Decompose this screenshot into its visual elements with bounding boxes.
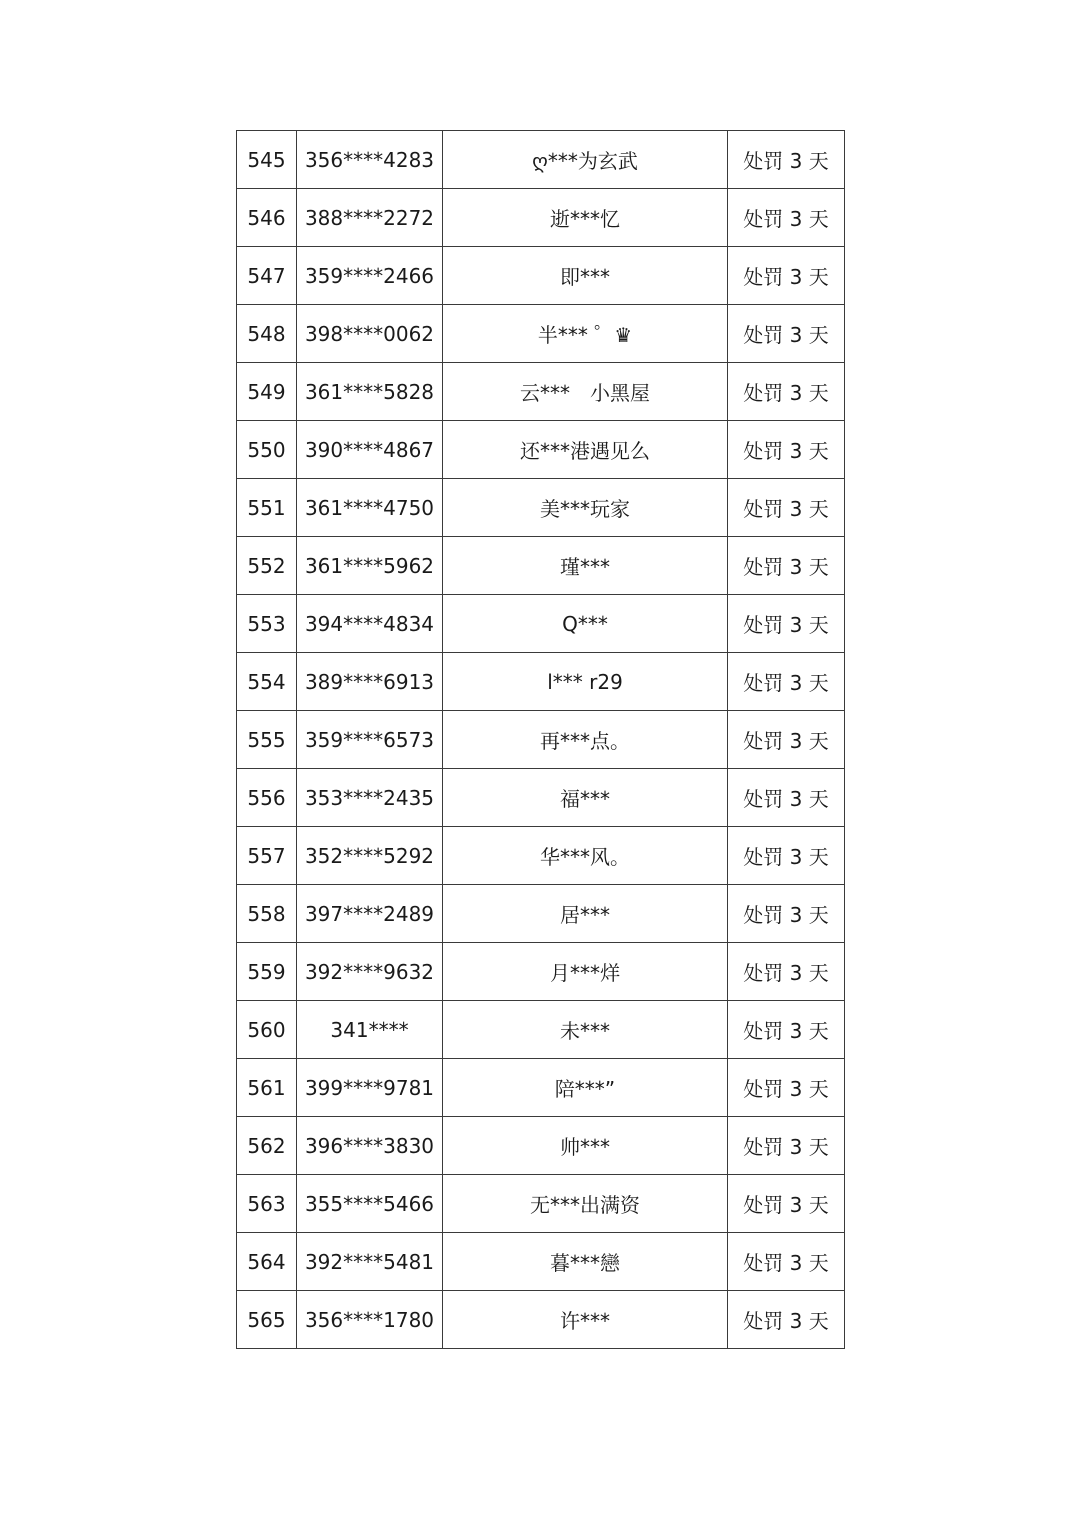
table-row xyxy=(237,421,845,479)
table-row xyxy=(237,885,845,943)
penalty-list-table xyxy=(236,130,845,1349)
row-number-cell: 556 xyxy=(237,769,297,827)
player-id-cell: 361****5828 xyxy=(297,363,443,421)
player-name-cell: l*** r29 xyxy=(443,653,728,711)
row-number-cell: 547 xyxy=(237,247,297,305)
row-number-cell: 554 xyxy=(237,653,297,711)
table-row xyxy=(237,1001,845,1059)
player-id-cell: 397****2489 xyxy=(297,885,443,943)
player-name-cell: 逝***忆 xyxy=(443,189,728,247)
player-name-cell: 即*** xyxy=(443,247,728,305)
penalty-cell: 处罚 3 天 xyxy=(728,479,845,537)
table-row xyxy=(237,1175,845,1233)
player-id-cell: 359****2466 xyxy=(297,247,443,305)
row-number-cell: 552 xyxy=(237,537,297,595)
table-row xyxy=(237,479,845,537)
row-number-cell: 557 xyxy=(237,827,297,885)
penalty-cell: 处罚 3 天 xyxy=(728,247,845,305)
table-row xyxy=(237,1233,845,1291)
row-number-cell: 555 xyxy=(237,711,297,769)
player-name-cell: Q*** xyxy=(443,595,728,653)
row-number-cell: 558 xyxy=(237,885,297,943)
penalty-cell: 处罚 3 天 xyxy=(728,885,845,943)
player-id-cell: 355****5466 xyxy=(297,1175,443,1233)
player-id-cell: 390****4867 xyxy=(297,421,443,479)
row-number-cell: 549 xyxy=(237,363,297,421)
player-id-cell: 353****2435 xyxy=(297,769,443,827)
penalty-cell: 处罚 3 天 xyxy=(728,943,845,1001)
player-id-cell: 398****0062 xyxy=(297,305,443,363)
row-number-cell: 559 xyxy=(237,943,297,1001)
row-number-cell: 553 xyxy=(237,595,297,653)
player-name-cell: 许*** xyxy=(443,1291,728,1349)
penalty-cell: 处罚 3 天 xyxy=(728,537,845,595)
row-number-cell: 545 xyxy=(237,131,297,189)
player-name-cell: 云*** 小黑屋 xyxy=(443,363,728,421)
penalty-cell: 处罚 3 天 xyxy=(728,189,845,247)
player-name-cell: 美***玩家 xyxy=(443,479,728,537)
player-id-cell: 388****2272 xyxy=(297,189,443,247)
penalty-cell: 处罚 3 天 xyxy=(728,131,845,189)
penalty-cell: 处罚 3 天 xyxy=(728,363,845,421)
table-row xyxy=(237,305,845,363)
row-number-cell: 561 xyxy=(237,1059,297,1117)
player-id-cell: 341**** xyxy=(297,1001,443,1059)
penalty-cell: 处罚 3 天 xyxy=(728,653,845,711)
player-id-cell: 392****5481 xyxy=(297,1233,443,1291)
player-id-cell: 356****4283 xyxy=(297,131,443,189)
row-number-cell: 551 xyxy=(237,479,297,537)
row-number-cell: 550 xyxy=(237,421,297,479)
table-row xyxy=(237,595,845,653)
player-name-cell: 半*** ゜♛ xyxy=(443,305,728,363)
player-name-cell: 无***出满资 xyxy=(443,1175,728,1233)
player-id-cell: 356****1780 xyxy=(297,1291,443,1349)
table-row xyxy=(237,363,845,421)
penalty-cell: 处罚 3 天 xyxy=(728,1175,845,1233)
penalty-cell: 处罚 3 天 xyxy=(728,1001,845,1059)
table-row xyxy=(237,131,845,189)
player-name-cell: 未*** xyxy=(443,1001,728,1059)
row-number-cell: 546 xyxy=(237,189,297,247)
table-row xyxy=(237,1291,845,1349)
player-id-cell: 392****9632 xyxy=(297,943,443,1001)
player-name-cell: 帅*** xyxy=(443,1117,728,1175)
player-name-cell: ღ***为玄武 xyxy=(443,131,728,189)
player-name-cell: 暮***戀 xyxy=(443,1233,728,1291)
table-body xyxy=(237,131,845,1349)
table-row xyxy=(237,653,845,711)
table-row xyxy=(237,711,845,769)
row-number-cell: 565 xyxy=(237,1291,297,1349)
player-name-cell: 月***烊 xyxy=(443,943,728,1001)
row-number-cell: 563 xyxy=(237,1175,297,1233)
player-id-cell: 399****9781 xyxy=(297,1059,443,1117)
player-id-cell: 361****5962 xyxy=(297,537,443,595)
player-name-cell: 瑾*** xyxy=(443,537,728,595)
row-number-cell: 560 xyxy=(237,1001,297,1059)
penalty-cell: 处罚 3 天 xyxy=(728,305,845,363)
player-id-cell: 389****6913 xyxy=(297,653,443,711)
table-row xyxy=(237,943,845,1001)
player-name-cell: 居*** xyxy=(443,885,728,943)
player-name-cell: 福*** xyxy=(443,769,728,827)
table-row xyxy=(237,247,845,305)
row-number-cell: 562 xyxy=(237,1117,297,1175)
player-id-cell: 352****5292 xyxy=(297,827,443,885)
table-row xyxy=(237,537,845,595)
table-row xyxy=(237,1059,845,1117)
penalty-cell: 处罚 3 天 xyxy=(728,595,845,653)
player-id-cell: 394****4834 xyxy=(297,595,443,653)
table-row xyxy=(237,769,845,827)
penalty-cell: 处罚 3 天 xyxy=(728,1059,845,1117)
player-name-cell: 陪***” xyxy=(443,1059,728,1117)
penalty-cell: 处罚 3 天 xyxy=(728,1291,845,1349)
table-row xyxy=(237,1117,845,1175)
table-row xyxy=(237,827,845,885)
player-id-cell: 396****3830 xyxy=(297,1117,443,1175)
row-number-cell: 564 xyxy=(237,1233,297,1291)
penalty-cell: 处罚 3 天 xyxy=(728,827,845,885)
player-id-cell: 359****6573 xyxy=(297,711,443,769)
penalty-cell: 处罚 3 天 xyxy=(728,421,845,479)
row-number-cell: 548 xyxy=(237,305,297,363)
player-name-cell: 华***风。 xyxy=(443,827,728,885)
penalty-cell: 处罚 3 天 xyxy=(728,1233,845,1291)
penalty-cell: 处罚 3 天 xyxy=(728,769,845,827)
player-name-cell: 还***港遇见么 xyxy=(443,421,728,479)
player-id-cell: 361****4750 xyxy=(297,479,443,537)
player-name-cell: 再***点。 xyxy=(443,711,728,769)
table-row xyxy=(237,189,845,247)
penalty-cell: 处罚 3 天 xyxy=(728,711,845,769)
penalty-cell: 处罚 3 天 xyxy=(728,1117,845,1175)
